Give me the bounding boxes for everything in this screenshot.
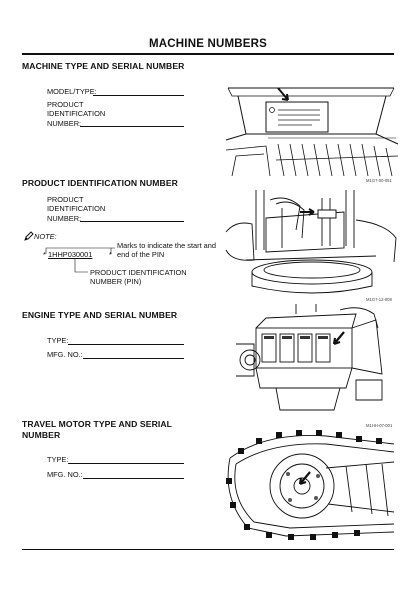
travel-type-label: TYPE: [47,455,69,464]
footer-rule [22,549,394,550]
pin-label: PRODUCT IDENTIFICATION NUMBER: [47,195,106,223]
engine-illustration [236,304,386,420]
arrow-icon [334,332,344,344]
title-rule [22,53,394,55]
pin-figure-code: M1G7-12-008 [366,297,392,302]
engine-mfg-label: MFG. NO.: [47,350,83,359]
pin-caption: PRODUCT IDENTIFICATION NUMBER (PIN) [90,268,187,287]
machine-section-heading: MACHINE TYPE AND SERIAL NUMBER [22,61,185,71]
travel-motor-illustration [226,428,396,540]
model-type-field[interactable] [93,95,184,96]
travel-mfg-label: MFG. NO.: [47,470,83,479]
travel-mfg-field[interactable] [83,478,184,479]
model-type-label: MODEL/TYPE: [47,87,97,96]
machine-pin-field[interactable] [80,126,184,127]
travel-section-heading: TRAVEL MOTOR TYPE AND SERIAL NUMBER [22,419,173,440]
engine-type-field[interactable] [68,344,184,345]
arrow-icon [300,209,314,215]
engine-mfg-field[interactable] [83,358,184,359]
pin-marks-text: Marks to indicate the start and end of the PIN [117,241,217,260]
machine-figure-code: M1G7-00-051 [366,178,392,183]
pin-section-heading: PRODUCT IDENTIFICATION NUMBER [22,178,178,188]
svg-text:*: * [109,252,112,259]
pin-plate-illustration [226,190,398,296]
travel-type-field[interactable] [68,463,184,464]
machine-plate-illustration [226,84,398,176]
page-title: MACHINE NUMBERS [149,38,267,50]
svg-text:*: * [43,252,46,259]
arrow-icon [278,88,288,100]
pencil-icon [24,231,34,241]
engine-figure-code: M1HH-07-001 [366,423,393,428]
pin-field[interactable] [80,221,184,222]
note-label: NOTE: [34,232,57,241]
machine-pin-label: PRODUCT IDENTIFICATION NUMBER: [47,100,106,128]
engine-section-heading: ENGINE TYPE AND SERIAL NUMBER [22,310,178,320]
sample-pin: 1HHP030001 [48,250,93,259]
engine-type-label: TYPE: [47,336,69,345]
